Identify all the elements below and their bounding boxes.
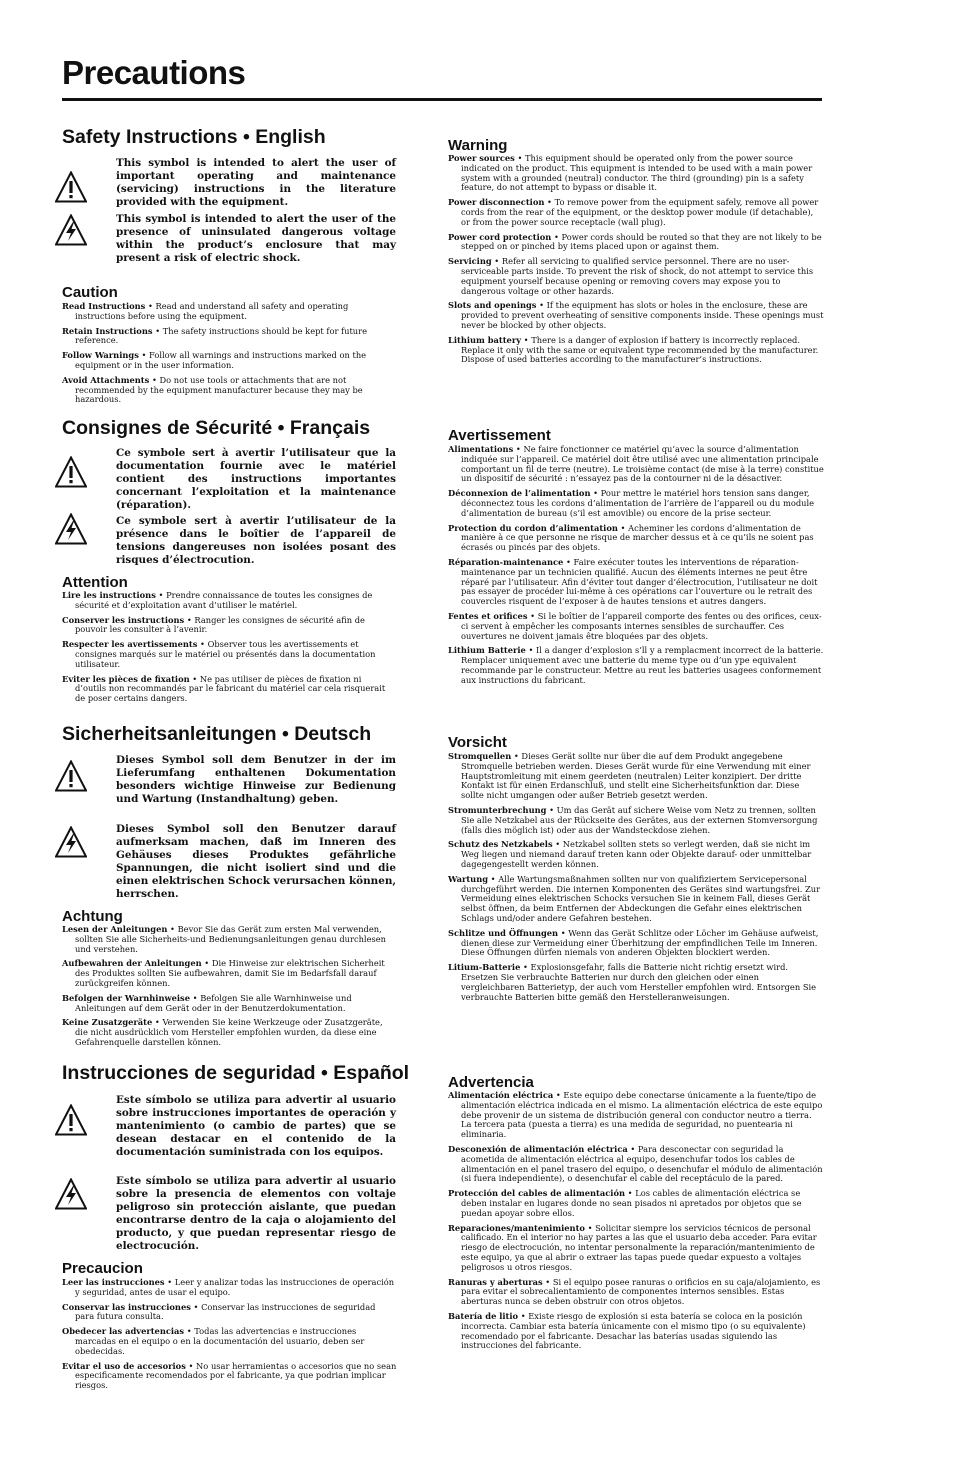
instruction-item	[448, 1312, 824, 1351]
instruction-item-text: No usar herramientas o accesorios que no sean especificamente recomendados por el fabricante, ya que podrian implicar riesgos.	[75, 1360, 397, 1391]
instruction-item-key: Déconnexion de l’alimentation	[448, 488, 591, 499]
title-rule	[62, 98, 822, 101]
warning-heading: Advertencia	[448, 1074, 534, 1091]
warning-heading: Warning	[448, 137, 508, 154]
bullet-separator: •	[152, 1017, 163, 1028]
bullet-separator: •	[513, 444, 524, 454]
instruction-list	[62, 1278, 397, 1396]
instruction-item	[448, 257, 824, 296]
subsection-heading: Precaucion	[62, 1260, 143, 1277]
instruction-item-text: Power cords should be routed so that they are not likely to be stepped on or pinched by items placed upon or against them.	[461, 231, 822, 252]
instruction-item-key: Obedecer las advertencias	[62, 1326, 185, 1337]
electric-shock-triangle-icon	[55, 214, 87, 246]
bullet-separator: •	[590, 488, 601, 499]
instruction-item	[62, 675, 392, 704]
instruction-item	[448, 154, 824, 193]
instruction-item	[62, 994, 392, 1014]
symbol-description-voltage: Ce symbole sert à avertir l’utilisateur de la présence dans le boîtier de l’appareil de tensions dangereuses non isolées posant des risques d’électrocution.	[116, 515, 396, 566]
instruction-item-text: Bevor Sie das Gerät zum ersten Mal verwenden, sollten Sie alle Sicherheits-und Bedienungsanleitungen genau durchlesen und verstehen.	[75, 924, 387, 954]
instruction-item-key: Keine Zusatzgeräte	[62, 1017, 153, 1028]
bullet-separator: •	[184, 1326, 195, 1337]
instruction-item	[448, 1278, 824, 1307]
instruction-list	[62, 591, 392, 709]
caution-triangle-icon	[55, 760, 87, 792]
bullet-separator: •	[551, 231, 562, 242]
section-heading: Instrucciones de seguridad • Español	[62, 1062, 410, 1084]
instruction-item	[62, 959, 392, 988]
instruction-item-key: Protection du cordon d’alimentation	[448, 522, 618, 533]
bullet-separator: •	[184, 614, 195, 625]
instruction-item-key: Follow Warnings	[62, 350, 139, 361]
instruction-item-key: Litium-Batterie	[448, 962, 521, 973]
instruction-item-text: Leer y analizar todas las instrucciones de operación y seguridad, antes de usar el equipo.	[75, 1277, 395, 1297]
bullet-separator: •	[527, 610, 538, 621]
bullet-separator: •	[189, 673, 200, 684]
bullet-separator: •	[514, 153, 526, 163]
instruction-item-text: Para desconectar con seguridad la acometida de alimentación eléctrica al equipo, desenchufar todos los cables de alimentación en el panel trasero del equipo, o desenchufar el módulo de alimentación (si fuera independiente), o desenchufar el cable del receptáculo de la pared.	[461, 1143, 823, 1184]
instruction-item-key: Evitar el uso de accesorios	[62, 1360, 186, 1371]
warning-list	[448, 154, 824, 370]
page-title: Precautions	[62, 54, 246, 91]
bullet-separator: •	[553, 1090, 564, 1100]
instruction-item	[448, 524, 824, 553]
instruction-item-key: Batería de litio	[448, 1310, 519, 1321]
instruction-item-key: Leer las instrucciones	[62, 1277, 165, 1287]
instruction-item-key: Stromunterbrechung	[448, 804, 547, 815]
symbol-description-voltage: This symbol is intended to alert the user of the presence of uninsulated dangerous voltage within the product’s enclosure that may present a risk of electric shock.	[116, 213, 396, 264]
instruction-item-text: Todas las advertencias e instrucciones marcadas en el equipo o en la documentación del usuario, deben ser obedecidas.	[75, 1326, 365, 1356]
symbol-description-voltage: Este símbolo se utiliza para advertir al usuario sobre la presencia de elementos con voltaje peligroso sin protección aislante, que puedan encontrarse dentro de la caja o alojamiento del producto, y que puedan representar riesgo de electrocución.	[116, 1175, 396, 1252]
instruction-item-text: Netzkabel sollten stets so verlegt werden, daß sie nicht im Weg liegen und niemand darauf treten kann oder Objekte darauf- oder unmittelbar dagegengestellt werden können.	[461, 839, 812, 869]
instruction-item-key: Protección del cables de alimentación	[448, 1188, 626, 1199]
instruction-item	[448, 198, 824, 227]
electric-shock-triangle-icon	[55, 513, 87, 545]
instruction-item-text: Pour mettre le matériel hors tension sans danger, déconnectez tous les cordons d’alimentation de l’arrière de l’appareil ou du module d’alimentation de bureau (s’il est amovible) ou encore de la prise secteur.	[461, 488, 815, 518]
instruction-item-key: Lithium Batterie	[448, 645, 526, 656]
instruction-item-text: If the equipment has slots or holes in the enclosure, these are provided to prevent overheating of sensitive components inside. These openings must never be blocked by other objects.	[461, 300, 824, 330]
instruction-item-text: Ranger les consignes de sécurité afin de pouvoir les consulter à l’avenir.	[75, 614, 365, 635]
instruction-item-text: Wenn das Gerät Schlitze oder Löcher im Gehäuse aufweist, dienen diese zur Vermeidung einer Überhitzung der empfindlichen Teile im Inneren. Diese Öffnungen dürfen niemals von anderen Objekten blockiert werden.	[461, 927, 819, 958]
instruction-item	[448, 929, 824, 958]
instruction-item-key: Retain Instructions	[62, 325, 153, 336]
instruction-item	[448, 301, 824, 330]
instruction-item-text: The safety instructions should be kept for future reference.	[75, 325, 368, 346]
instruction-item	[62, 1362, 397, 1391]
instruction-item	[448, 752, 824, 801]
bullet-separator: •	[167, 924, 178, 934]
bullet-separator: •	[152, 325, 163, 336]
bullet-separator: •	[155, 590, 167, 600]
instruction-item-key: Slots and openings	[448, 300, 537, 311]
instruction-item-key: Lithium battery	[448, 334, 522, 345]
bullet-separator: •	[138, 350, 150, 361]
instruction-item-key: Alimentations	[448, 444, 514, 454]
instruction-list	[62, 925, 392, 1053]
instruction-item-key: Aufbewahren der Anleitungen	[62, 958, 202, 969]
instruction-item-text: Do not use tools or attachments that are not recommended by the equipment manufacturer because they may be hazardous.	[75, 374, 363, 405]
instruction-item-key: Servicing	[448, 256, 492, 267]
warning-heading: Avertissement	[448, 427, 551, 444]
bullet-separator: •	[149, 374, 160, 385]
instruction-item-text: Este equipo debe conectarse únicamente a la fuente/tipo de alimentación eléctrica indicada en el mismo. La alimentación eléctrica de este equipo debe provenir de un sistema de distribución general con conductor neutro a tierra. La tercera pata (puesta a tierra) es una medida de seguridad, no puentearia ni eliminaria.	[461, 1090, 823, 1140]
instruction-item-text: Befolgen Sie alle Warnhinweise und Anleitungen auf dem Gerät oder in der Benutzerdokumentation.	[75, 992, 352, 1013]
warning-list	[448, 752, 824, 1007]
instruction-item-text: Prendre connaissance de toutes les consignes de sécurité et d’exploitation avant d’utiliser le matériel.	[75, 590, 373, 610]
instruction-item-text: Refer all servicing to qualified service personnel. There are no user-serviceable parts inside. To prevent the risk of shock, do not attempt to service this equipment yourself because opening or removing covers may expose you to dangerous voltage or other hazards.	[461, 256, 814, 296]
instruction-item-text: Dieses Gerät sollte nur über die auf dem Produkt angegebene Stromquelle betrieben werden. Dieses Gerät wurde für eine Verwendung mit einer Hauptstromleitung mit einem geerdeten (neutralen) Leiter konzipiert. Der dritte Kontakt ist für einen Erdanschluß, und stellt eine Sicherheitsfunktion dar. Diese sollte nicht umgangen oder außer Betrieb gesetzt werden.	[461, 751, 811, 801]
instruction-item-key: Eviter les pièces de fixation	[62, 673, 190, 684]
warning-list	[448, 1091, 824, 1356]
instruction-item-text: There is a danger of explosion if battery is incorrectly replaced. Replace it only with the same or equivalent type recommended by the manufacturer. Dispose of used batteries according to the manufacturer’s instructions.	[461, 334, 819, 365]
section-heading: Safety Instructions • English	[62, 126, 326, 148]
instruction-item	[62, 1327, 397, 1356]
bullet-separator: •	[558, 927, 569, 938]
instruction-item-text: Read and understand all safety and operating instructions before using the equipment.	[75, 301, 349, 321]
instruction-item	[62, 1018, 392, 1047]
instruction-item-text: Si el equipo posee ranuras o orificios en su caja/alojamiento, es para evitar el sobrecalientamiento de componentes internos sensibles. Estas aberturas nunca se deben obstruir con otros objetos.	[461, 1276, 821, 1307]
instruction-item	[62, 1303, 397, 1323]
symbol-description-caution: This symbol is intended to alert the user of important operating and maintenance (servicing) instructions in the literature provided with the equipment.	[116, 157, 396, 208]
instruction-item-text: Observer tous les avertissements et consignes marqués sur le matériel ou présentés dans la documentation utilisateur.	[75, 639, 376, 669]
instruction-item-key: Power cord protection	[448, 231, 552, 242]
subsection-heading: Caution	[62, 284, 118, 301]
warning-list	[448, 445, 824, 691]
instruction-item-text: Los cables de alimentación eléctrica se deben instalar en lugares donde no sean pisados ni apretados por objetos que se puedan apoyar sobre ellos.	[461, 1188, 802, 1218]
instruction-item-text: Ne pas utiliser de pièces de fixation ni d’outils non recommandés par le fabricant du matériel car cela risquerait de poser certains dangers.	[75, 673, 386, 704]
bullet-separator: •	[190, 1301, 202, 1312]
instruction-item	[448, 233, 824, 253]
bullet-separator: •	[511, 751, 522, 761]
bullet-separator: •	[584, 1222, 596, 1233]
subsection-heading: Attention	[62, 574, 128, 591]
bullet-separator: •	[488, 873, 499, 884]
instruction-item	[448, 612, 824, 641]
instruction-item	[62, 302, 380, 322]
instruction-item	[62, 640, 392, 669]
bullet-separator: •	[625, 1188, 636, 1199]
bullet-separator: •	[542, 1276, 553, 1287]
bullet-separator: •	[552, 839, 563, 850]
instruction-item	[448, 840, 824, 869]
bullet-separator: •	[544, 197, 555, 208]
instruction-item-text: Acheminer les cordons d’alimentation de manière à ce que personne ne risque de marcher dessus et à ce qu’ils ne soient pas écrasés ou pincés par des objets.	[461, 522, 814, 553]
instruction-item-text: Explosionsgefahr, falls die Batterie nicht richtig ersetzt wird. Ersetzen Sie verbrauchte Batterien nur durch den gleichen oder einen vergleichbaren Batterietyp, der auch vom Hersteller empfohlen wird. Entsorgen Sie verbrauchte Batterien bitte gemäß den Herstelleranweisungen.	[461, 962, 817, 1002]
instruction-item	[448, 1189, 824, 1218]
instruction-item-key: Avoid Attachments	[62, 374, 150, 385]
instruction-item-key: Respecter les avertissements	[62, 639, 198, 650]
caution-triangle-icon	[55, 1104, 87, 1136]
instruction-item-key: Réparation-maintenance	[448, 556, 564, 567]
bullet-separator: •	[617, 522, 629, 533]
instruction-item-key: Alimentación eléctrica	[448, 1090, 554, 1100]
section-heading: Consignes de Sécurité • Français	[62, 417, 371, 439]
instruction-item-key: Conservar las instrucciones	[62, 1301, 191, 1312]
instruction-item	[62, 616, 392, 636]
instruction-item-key: Befolgen der Warnhinweise	[62, 992, 191, 1003]
bullet-separator: •	[520, 962, 531, 973]
instruction-item	[448, 336, 824, 365]
instruction-item-text: Solicitar siempre los servicios técnicos de personal calificado. En el interior no hay partes a las que el usuario deba acceder. Para evitar riesgo de electrocución, no intentar personalmente la reparación/mantenimiento de este equipo, ya que al abrir o extraer las tapas puede quedar expuesto a voltajes peligrosos u otros riesgos.	[461, 1222, 817, 1272]
instruction-item-key: Power disconnection	[448, 197, 545, 208]
instruction-item-key: Reparaciones/mantenimiento	[448, 1222, 585, 1233]
bullet-separator: •	[190, 992, 201, 1003]
electric-shock-triangle-icon	[55, 1178, 87, 1210]
symbol-description-caution: Este símbolo se utiliza para advertir al usuario sobre instrucciones importantes de operación y mantenimiento (o cambio de partes) que se desean destacar en el contenido de la documentación suministrada con los equipos.	[116, 1094, 396, 1158]
bullet-separator: •	[185, 1360, 197, 1371]
instruction-item	[62, 925, 392, 954]
bullet-separator: •	[563, 556, 574, 567]
instruction-item	[448, 1145, 824, 1184]
instruction-item-key: Stromquellen	[448, 751, 512, 761]
instruction-list	[62, 302, 380, 410]
instruction-item	[62, 591, 392, 611]
instruction-item-text: Ne faire fonctionner ce matériel qu’avec la source d’alimentation indiquée sur l’appareil. Ce matériel doit être utilisé avec une alimentation principale comportant un fil de terre (neutre). Le troisième contact (de mise à la terre) constitue un dispositif de sécurité : n’essayez pas de la contourner ni de la désactiver.	[461, 444, 824, 484]
symbol-description-voltage: Dieses Symbol soll den Benutzer darauf aufmerksam machen, daß im Inneren des Gehäuses dieses Produktes gefährliche Spannungen, die nicht isoliert sind und die einen elektrischen Schock verursachen können, herrschen.	[116, 823, 396, 900]
instruction-item-key: Read Instructions	[62, 301, 146, 311]
instruction-item	[62, 327, 380, 347]
instruction-item-key: Ranuras y aberturas	[448, 1276, 543, 1287]
instruction-item-text: This equipment should be operated only from the power source indicated on the product. This equipment is intended to be used with a main power system with a grounded (neutral) conductor. The third (grounding) pin is a safety feature, do not attempt to bypass or disable it.	[461, 153, 813, 193]
bullet-separator: •	[536, 300, 547, 311]
warning-heading: Vorsicht	[448, 734, 507, 751]
section-heading: Sicherheitsanleitungen • Deutsch	[62, 723, 372, 745]
instruction-item	[448, 646, 824, 685]
instruction-item-text: Alle Wartungsmaßnahmen sollten nur von qualifiziertem Servicepersonal durchgeführt werden. Die internen Komponenten des Gerätes sind wartungsfrei. Zur Vermeidung eines elektrischen Schocks versuchen Sie in keinem Fall, dieses Gerät selbst öffnen, da beim Entfernen der Abdeckungen die Gefahr eines elektrischen Schlags und/oder andere Gefahren bestehen.	[461, 873, 821, 923]
bullet-separator: •	[521, 334, 532, 345]
instruction-item	[448, 875, 824, 924]
instruction-item	[62, 351, 380, 371]
instruction-item-text: Conservar las instrucciones de seguridad para futura consulta.	[75, 1301, 376, 1322]
bullet-separator: •	[201, 958, 212, 969]
instruction-item-key: Fentes et orifices	[448, 610, 528, 621]
instruction-item	[448, 963, 824, 1002]
instruction-item-text: Existe riesgo de explosión si esta batería se coloca en la posición incorrecta. Cambiar esta batería únicamente con el mismo tipo (o su equivalente) recomendado por el fabricante. Desachar las baterías usadas siguiendo las instrucciones del fabricante.	[461, 1310, 806, 1351]
instruction-item	[448, 806, 824, 835]
instruction-item-text: Si le boîtier de l’appareil comporte des fentes ou des orifices, ceux-ci servent à empêcher les composants internes sensibles de surchauffer. Ces ouvertures ne doivent jamais être bloquées par des objets.	[461, 610, 822, 641]
instruction-item	[448, 1091, 824, 1140]
instruction-item-text: To remove power from the equipment safely, remove all power cords from the rear of the equipment, or the desktop power module (if detachable), or from the power source receptacle (wall plug).	[461, 197, 819, 227]
instruction-item-key: Lire les instructions	[62, 590, 156, 600]
symbol-description-caution: Ce symbole sert à avertir l’utilisateur que la documentation fournie avec le matériel contient des instructions importantes concernant l’exploitation et la maintenance (réparation).	[116, 447, 396, 511]
symbol-description-caution: Dieses Symbol soll dem Benutzer in der im Lieferumfang enthaltenen Dokumentation besonders wichtige Hinweise zur Bedienung und Wartung (Instandhaltung) geben.	[116, 754, 396, 805]
bullet-separator: •	[197, 639, 208, 650]
bullet-separator: •	[491, 256, 502, 267]
caution-triangle-icon	[55, 456, 87, 488]
bullet-separator: •	[518, 1310, 529, 1321]
instruction-item-text: Die Hinweise zur elektrischen Sicherheit des Produktes sollten Sie aufbewahren, damit Sie im Bedarfsfall darauf zurückgreifen können.	[75, 958, 385, 988]
instruction-item-key: Conserver les instructions	[62, 614, 185, 625]
bullet-separator: •	[525, 645, 537, 656]
instruction-item-text: Faire exécuter toutes les interventions de réparation-maintenance par un technicien qualifié. Aucun des éléments internes ne peut être réparé par l’utilisateur. Afin d’éviter tout danger d’électrocution, l’utilisateur ne doit pas essayer de procéder lui-même à ces opérations car l’ouverture ou le retrait des couvercles risquent de l’exposer à de hautes tensions et autres dangers.	[461, 556, 818, 607]
instruction-item	[448, 1224, 824, 1273]
instruction-item	[448, 489, 824, 518]
instruction-item	[62, 1278, 397, 1298]
instruction-item-text: Follow all warnings and instructions marked on the equipment or in the user information.	[75, 350, 367, 370]
instruction-item	[448, 445, 824, 484]
bullet-separator: •	[145, 301, 156, 311]
instruction-item-key: Lesen der Anleitungen	[62, 924, 168, 934]
bullet-separator: •	[546, 804, 557, 815]
subsection-heading: Achtung	[62, 908, 123, 925]
instruction-item-key: Wartung	[448, 873, 489, 884]
instruction-item-text: Um das Gerät auf sichere Weise vom Netz zu trennen, sollten Sie alle Netzkabel aus der Rückseite des Gerätes, aus der externen Stomversorgung (falls dies möglich ist) oder aus der Wandsteckdose ziehen.	[461, 804, 818, 835]
instruction-item-key: Schutz des Netzkabels	[448, 839, 553, 850]
instruction-item	[448, 558, 824, 607]
instruction-item-key: Desconexión de alimentación eléctrica	[448, 1143, 628, 1154]
electric-shock-triangle-icon	[55, 826, 87, 858]
instruction-item-text: Verwenden Sie keine Werkzeuge oder Zusatzgeräte, die nicht ausdrücklich vom Hersteller empfohlen wurden, da diese eine Gefahrenquelle darstellen können.	[75, 1017, 383, 1047]
instruction-item-text: Il a danger d’explosion s’ll y a remplacment incorrect de la batterie. Remplacer uniquement avec une batterie du meme type ou d’un ype equivalent recommande par le constructeur. Mettre au reut les batteries usagees conformement aux instructions du fabricant.	[461, 645, 824, 685]
bullet-separator: •	[627, 1143, 638, 1154]
instruction-item	[62, 376, 380, 405]
instruction-item-key: Power sources	[448, 153, 515, 163]
caution-triangle-icon	[55, 171, 87, 203]
instruction-item-key: Schlitze und Öffnungen	[448, 927, 559, 938]
bullet-separator: •	[164, 1277, 175, 1287]
